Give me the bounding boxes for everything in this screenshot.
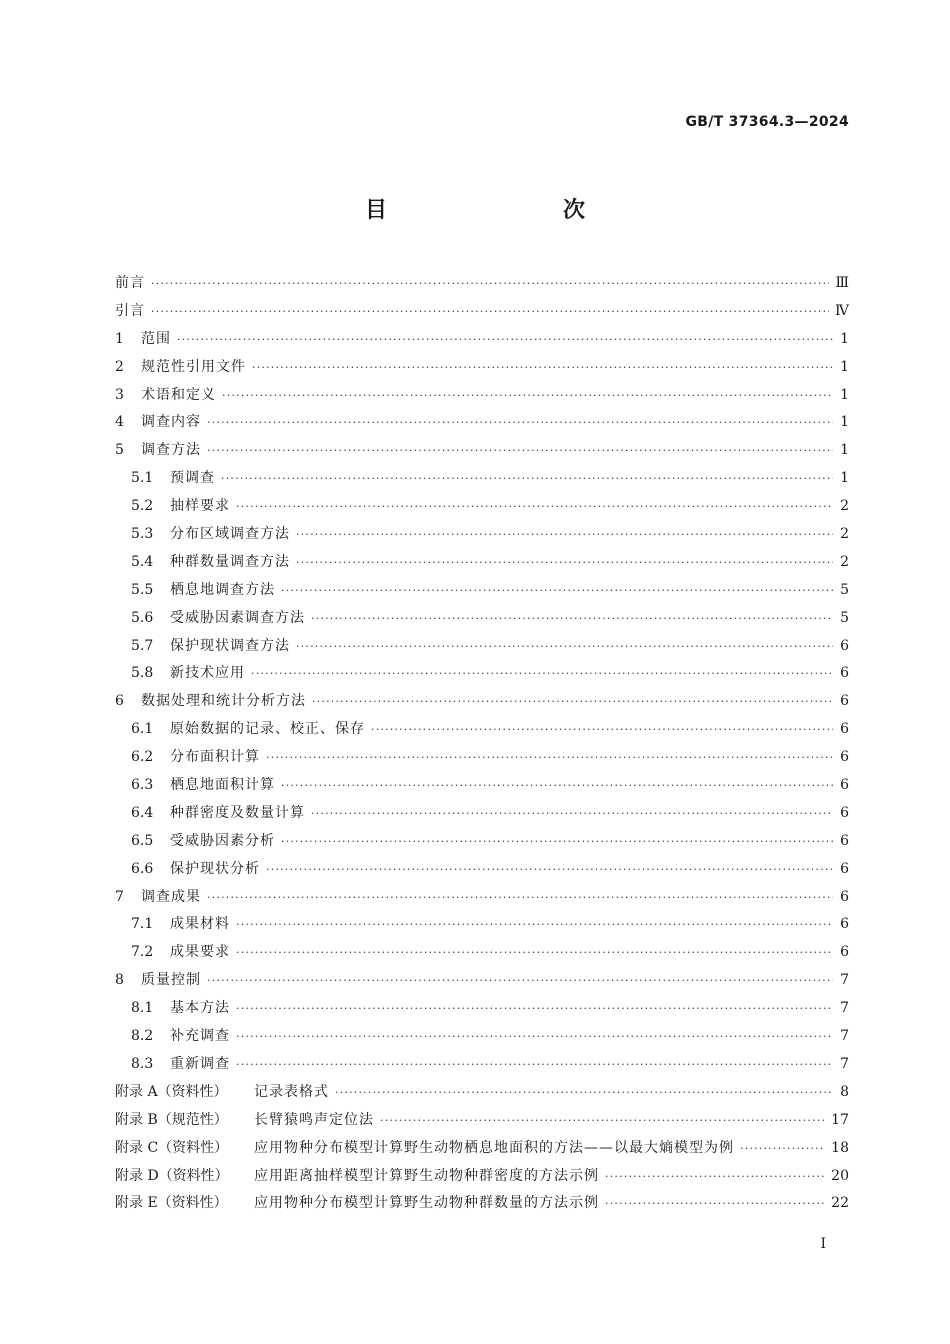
toc-entry-number: 5.7 xyxy=(131,637,154,654)
toc-entry[interactable] xyxy=(115,270,849,298)
table-of-contents xyxy=(115,270,849,1218)
toc-entry-page: 7 xyxy=(840,1055,849,1072)
toc-entry-page: 1 xyxy=(840,442,849,459)
toc-entry-page: 6 xyxy=(840,693,849,710)
toc-entry-label: 应用物种分布模型计算野生动物栖息地面积的方法——以最大熵模型为例 xyxy=(254,1139,734,1156)
dot-leader xyxy=(371,716,833,744)
toc-entry-page: 18 xyxy=(831,1139,849,1156)
toc-entry-label: 栖息地面积计算 xyxy=(170,777,275,794)
toc-entry-number: 附录 A（资料性） xyxy=(115,1083,228,1100)
toc-entry-page: 6 xyxy=(840,665,849,682)
toc-entry[interactable] xyxy=(115,772,849,800)
toc-entry-page: 1 xyxy=(840,330,849,347)
dot-leader xyxy=(236,911,833,939)
toc-entry-page: 6 xyxy=(840,804,849,821)
toc-entry[interactable] xyxy=(115,800,849,828)
toc-entry-label: 范围 xyxy=(141,330,171,347)
toc-entry-number: 7 xyxy=(115,888,124,905)
toc-entry-number: 8.1 xyxy=(131,1000,154,1017)
toc-entry-number: 5 xyxy=(115,442,124,459)
toc-entry[interactable] xyxy=(115,1079,849,1107)
toc-entry-label: 保护现状分析 xyxy=(170,860,260,877)
page-number: Ⅰ xyxy=(820,1236,826,1252)
dot-leader xyxy=(740,1135,825,1163)
toc-entry-number: 6.5 xyxy=(131,832,154,849)
toc-entry-label: 应用物种分布模型计算野生动物种群数量的方法示例 xyxy=(254,1195,599,1212)
toc-entry-page: 6 xyxy=(840,749,849,766)
toc-entry[interactable] xyxy=(115,660,849,688)
dot-leader xyxy=(207,967,833,995)
toc-entry[interactable] xyxy=(115,437,849,465)
toc-entry-number: 8.3 xyxy=(131,1055,154,1072)
toc-entry[interactable] xyxy=(115,382,849,410)
dot-leader xyxy=(296,521,833,549)
toc-entry-label: 新技术应用 xyxy=(170,665,245,682)
toc-entry-number: 5.1 xyxy=(131,470,154,487)
toc-entry-number: 5.4 xyxy=(131,553,154,570)
toc-entry[interactable] xyxy=(115,633,849,661)
toc-entry-number: 附录 D（资料性） xyxy=(115,1167,229,1184)
toc-entry-label: 受威胁因素调查方法 xyxy=(170,609,305,626)
dot-leader xyxy=(151,298,829,326)
toc-entry-label: 调查方法 xyxy=(141,442,201,459)
dot-leader xyxy=(312,688,833,716)
toc-entry[interactable] xyxy=(115,1190,849,1218)
toc-entry[interactable] xyxy=(115,1135,849,1163)
toc-entry-number: 附录 E（资料性） xyxy=(115,1195,228,1212)
toc-entry-page: 17 xyxy=(831,1111,849,1128)
toc-entry-number: 6.4 xyxy=(131,804,154,821)
toc-entry-number: 5.6 xyxy=(131,609,154,626)
toc-entry-page: 5 xyxy=(840,609,849,626)
toc-entry[interactable] xyxy=(115,884,849,912)
toc-entry[interactable] xyxy=(115,493,849,521)
toc-entry-number: 6.2 xyxy=(131,749,154,766)
standard-number: GB/T 37364.3—2024 xyxy=(685,114,849,130)
toc-entry-page: 2 xyxy=(840,498,849,515)
toc-entry-page: 22 xyxy=(831,1195,849,1212)
dot-leader xyxy=(335,1079,833,1107)
toc-entry-page: 7 xyxy=(840,1028,849,1045)
dot-leader xyxy=(281,828,833,856)
toc-entry-label: 重新调查 xyxy=(170,1055,230,1072)
toc-entry-label: 规范性引用文件 xyxy=(141,358,246,375)
dot-leader xyxy=(311,605,833,633)
toc-entry-label: 前言 xyxy=(115,275,145,291)
dot-leader xyxy=(281,772,833,800)
toc-entry-label: 调查内容 xyxy=(141,414,201,431)
toc-entry-label: 栖息地调查方法 xyxy=(170,581,275,598)
toc-entry-page: 2 xyxy=(840,526,849,543)
toc-entry-number: 5.3 xyxy=(131,526,154,543)
toc-entry-label: 记录表格式 xyxy=(254,1083,329,1100)
toc-entry-label: 成果材料 xyxy=(170,916,230,933)
toc-entry-number: 8.2 xyxy=(131,1028,154,1045)
page-title: 目 次 xyxy=(364,198,629,223)
toc-entry[interactable] xyxy=(115,744,849,772)
toc-entry-page: Ⅲ xyxy=(835,275,849,291)
toc-entry-label: 抽样要求 xyxy=(170,498,230,515)
toc-entry-label: 原始数据的记录、校正、保存 xyxy=(170,721,365,738)
dot-leader xyxy=(177,326,833,354)
dot-leader xyxy=(221,465,833,493)
toc-entry-page: 7 xyxy=(840,1000,849,1017)
toc-entry-number: 1 xyxy=(115,330,124,347)
dot-leader xyxy=(222,382,833,410)
toc-entry-page: 6 xyxy=(840,777,849,794)
toc-entry-label: 引言 xyxy=(115,302,145,319)
toc-entry[interactable] xyxy=(115,521,849,549)
toc-entry-number: 6.1 xyxy=(131,721,154,738)
toc-entry-number: 8 xyxy=(115,972,124,989)
toc-entry-page: 6 xyxy=(840,721,849,738)
toc-entry-page: 6 xyxy=(840,832,849,849)
toc-entry[interactable] xyxy=(115,1107,849,1135)
toc-entry-label: 种群数量调查方法 xyxy=(170,553,290,570)
toc-entry-label: 应用距离抽样模型计算野生动物种群密度的方法示例 xyxy=(254,1167,599,1184)
dot-leader xyxy=(380,1107,825,1135)
dot-leader xyxy=(236,1051,833,1079)
toc-entry-number: 7.1 xyxy=(131,916,154,933)
toc-entry[interactable] xyxy=(115,995,849,1023)
dot-leader xyxy=(281,577,833,605)
dot-leader xyxy=(296,549,833,577)
toc-entry-number: 6 xyxy=(115,693,124,710)
toc-entry[interactable] xyxy=(115,939,849,967)
toc-entry-label: 长臂猿鸣声定位法 xyxy=(254,1111,374,1128)
toc-entry-page: 1 xyxy=(840,414,849,431)
toc-entry-label: 受威胁因素分析 xyxy=(170,832,275,849)
toc-entry-page: Ⅳ xyxy=(835,302,849,319)
dot-leader xyxy=(207,884,833,912)
toc-entry-page: 7 xyxy=(840,972,849,989)
toc-entry[interactable] xyxy=(115,577,849,605)
toc-entry-number: 6.3 xyxy=(131,777,154,794)
toc-entry-label: 数据处理和统计分析方法 xyxy=(141,693,306,710)
toc-entry[interactable] xyxy=(115,688,849,716)
toc-entry-page: 6 xyxy=(840,888,849,905)
dot-leader xyxy=(266,856,833,884)
toc-entry-label: 种群密度及数量计算 xyxy=(170,804,305,821)
toc-entry-label: 预调查 xyxy=(170,470,215,487)
dot-leader xyxy=(236,939,833,967)
toc-entry[interactable] xyxy=(115,828,849,856)
toc-entry-label: 术语和定义 xyxy=(141,386,216,403)
dot-leader xyxy=(151,270,829,298)
toc-entry-label: 基本方法 xyxy=(170,1000,230,1017)
dot-leader xyxy=(236,1023,833,1051)
toc-entry-number: 5.2 xyxy=(131,498,154,515)
toc-entry-label: 分布面积计算 xyxy=(170,749,260,766)
toc-entry-page: 6 xyxy=(840,860,849,877)
toc-entry-page: 6 xyxy=(840,916,849,933)
toc-entry-page: 5 xyxy=(840,581,849,598)
toc-entry-number: 4 xyxy=(115,414,124,431)
toc-entry-page: 1 xyxy=(840,358,849,375)
toc-entry-number: 7.2 xyxy=(131,944,154,961)
dot-leader xyxy=(207,409,833,437)
toc-entry-number: 附录 C（资料性） xyxy=(115,1139,229,1156)
toc-entry[interactable] xyxy=(115,354,849,382)
toc-entry-page: 1 xyxy=(840,386,849,403)
toc-entry-label: 成果要求 xyxy=(170,944,230,961)
toc-entry[interactable] xyxy=(115,911,849,939)
toc-entry-label: 质量控制 xyxy=(141,972,201,989)
toc-entry-label: 保护现状调查方法 xyxy=(170,637,290,654)
toc-entry[interactable] xyxy=(115,465,849,493)
toc-entry-number: 5.5 xyxy=(131,581,154,598)
toc-entry-label: 分布区域调查方法 xyxy=(170,526,290,543)
toc-entry-page: 6 xyxy=(840,944,849,961)
toc-entry-number: 6.6 xyxy=(131,860,154,877)
toc-entry[interactable] xyxy=(115,716,849,744)
toc-entry-page: 2 xyxy=(840,553,849,570)
toc-entry[interactable] xyxy=(115,298,849,326)
dot-leader xyxy=(605,1190,825,1218)
toc-entry[interactable] xyxy=(115,409,849,437)
toc-entry[interactable] xyxy=(115,1163,849,1191)
toc-entry-label: 补充调查 xyxy=(170,1028,230,1045)
toc-entry[interactable] xyxy=(115,967,849,995)
toc-entry[interactable] xyxy=(115,549,849,577)
toc-entry-number: 附录 B（规范性） xyxy=(115,1111,228,1128)
toc-entry-number: 2 xyxy=(115,358,124,375)
toc-entry-page: 8 xyxy=(840,1083,849,1100)
dot-leader xyxy=(236,493,833,521)
dot-leader xyxy=(605,1163,825,1191)
toc-entry-number: 5.8 xyxy=(131,665,154,682)
dot-leader xyxy=(296,633,833,661)
dot-leader xyxy=(251,660,833,688)
toc-entry-page: 20 xyxy=(831,1167,849,1184)
toc-entry[interactable] xyxy=(115,856,849,884)
toc-entry[interactable] xyxy=(115,1023,849,1051)
toc-entry-page: 6 xyxy=(840,637,849,654)
toc-entry[interactable] xyxy=(115,605,849,633)
toc-entry-label: 调查成果 xyxy=(141,888,201,905)
toc-entry-number: 3 xyxy=(115,386,124,403)
toc-entry-page: 1 xyxy=(840,470,849,487)
dot-leader xyxy=(311,800,833,828)
dot-leader xyxy=(266,744,833,772)
toc-entry[interactable] xyxy=(115,1051,849,1079)
dot-leader xyxy=(236,995,833,1023)
dot-leader xyxy=(252,354,833,382)
toc-entry[interactable] xyxy=(115,326,849,354)
dot-leader xyxy=(207,437,833,465)
